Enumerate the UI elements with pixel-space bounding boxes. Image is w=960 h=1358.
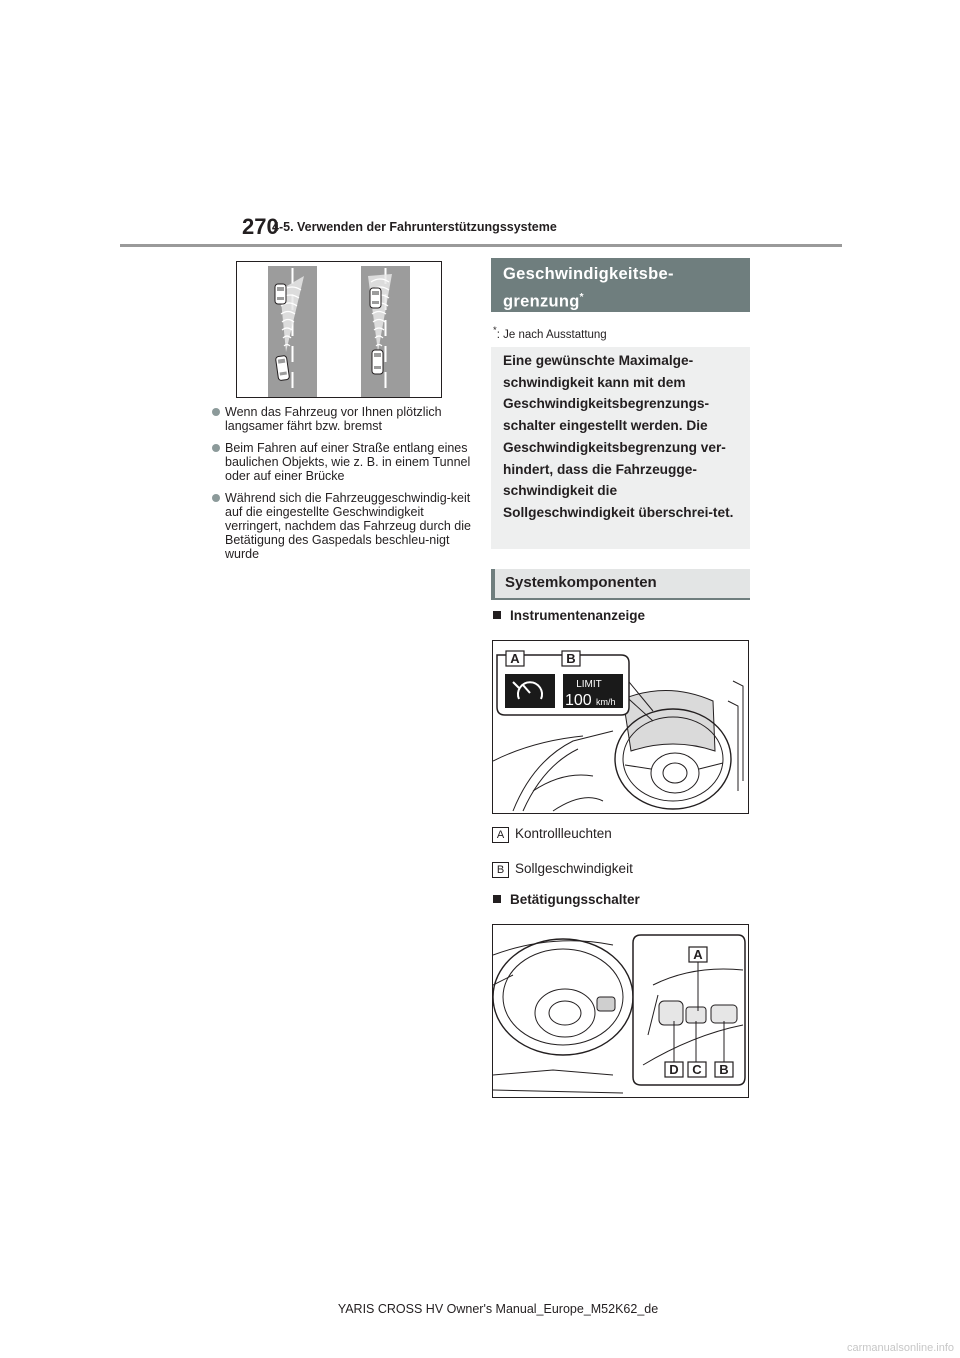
limit-speed-unit: km/h <box>596 697 616 707</box>
footnote-text: : Je nach Ausstattung <box>496 328 607 341</box>
list-item <box>212 491 472 561</box>
bullet-icon <box>212 494 220 502</box>
subheading-text: Betätigungsschalter <box>510 892 640 907</box>
limit-label: LIMIT <box>576 679 602 690</box>
instrument-display-illustration <box>492 640 749 814</box>
section-title-line <box>503 286 738 314</box>
asterisk-mark: * <box>579 292 584 303</box>
callout-b-label: B <box>566 651 576 666</box>
condition-list <box>212 405 472 569</box>
section-title-text: grenzung <box>503 292 580 311</box>
callout-a-label: A <box>510 651 520 666</box>
section-title-components: Systemkomponenten <box>491 569 750 600</box>
legend-item-b <box>492 861 633 878</box>
list-item <box>212 441 472 483</box>
chapter-title: 4-5. Verwenden der Fahrunterstützungssysteme <box>272 220 557 234</box>
legend-text: Sollgeschwindigkeit <box>515 861 633 876</box>
list-item-text: Während sich die Fahrzeuggeschwindig-keit auf die eingestellte Geschwindigkeit verringert, nachdem das Fahrzeug durch die Betätigung des Gaspedals beschleu-nigt wurde <box>225 491 471 561</box>
footnote-mark: * <box>493 325 497 336</box>
callout-a-label: A <box>693 947 703 962</box>
bullet-icon <box>212 444 220 452</box>
legend-tag: B <box>492 862 509 878</box>
legend-text: Kontrollleuchten <box>515 826 612 841</box>
callout-b-label: B <box>719 1062 729 1077</box>
legend-item-a <box>492 826 612 843</box>
subheading-text: Instrumentenanzeige <box>510 608 646 623</box>
section-title-line: Geschwindigkeitsbe- <box>503 265 674 283</box>
header-divider <box>120 244 842 247</box>
list-item-text: Wenn das Fahrzeug vor Ihnen plötzlich langsamer fährt bzw. bremst <box>225 405 442 433</box>
list-item <box>212 405 472 433</box>
bullet-icon <box>212 408 220 416</box>
subheading-control-switch <box>493 892 640 907</box>
limit-speed-value: 100 <box>565 692 592 709</box>
instrument-display-graphic <box>493 641 748 813</box>
page-number: 270 <box>242 214 279 239</box>
lane-illustration-graphic <box>237 262 441 397</box>
callout-d-label: D <box>669 1062 679 1077</box>
callout-c-label: C <box>692 1062 702 1077</box>
summary-box: Eine gewünschte Maximalge-schwindigkeit kann mit dem Geschwindigkeitsbegrenzungs-schalter eingestellt werden. Die Geschwindigkeitsbegrenzung ver-hindert, dass die Fahrzeugge-schwindigkeit die Sollgeschwindigkeit überschrei-tet. <box>491 347 750 549</box>
subheading-instrument-display <box>493 608 645 623</box>
list-item-text: Beim Fahren auf einer Straße entlang eines baulichen Objekts, wie z. B. in einem Tunnel oder auf einer Brücke <box>225 441 471 483</box>
lane-illustration <box>236 261 442 398</box>
section-title-speed-limiter <box>491 258 750 312</box>
square-bullet-icon <box>493 895 501 903</box>
footer-text: YARIS CROSS HV Owner's Manual_Europe_M52K62_de <box>337 1302 659 1316</box>
footnote <box>493 325 607 341</box>
page-footer <box>0 1302 960 1316</box>
square-bullet-icon <box>493 611 501 619</box>
control-switch-illustration <box>492 924 749 1098</box>
legend-tag: A <box>492 827 509 843</box>
control-switch-graphic <box>493 925 748 1097</box>
watermark: carmanualsonline.info <box>846 1342 954 1354</box>
